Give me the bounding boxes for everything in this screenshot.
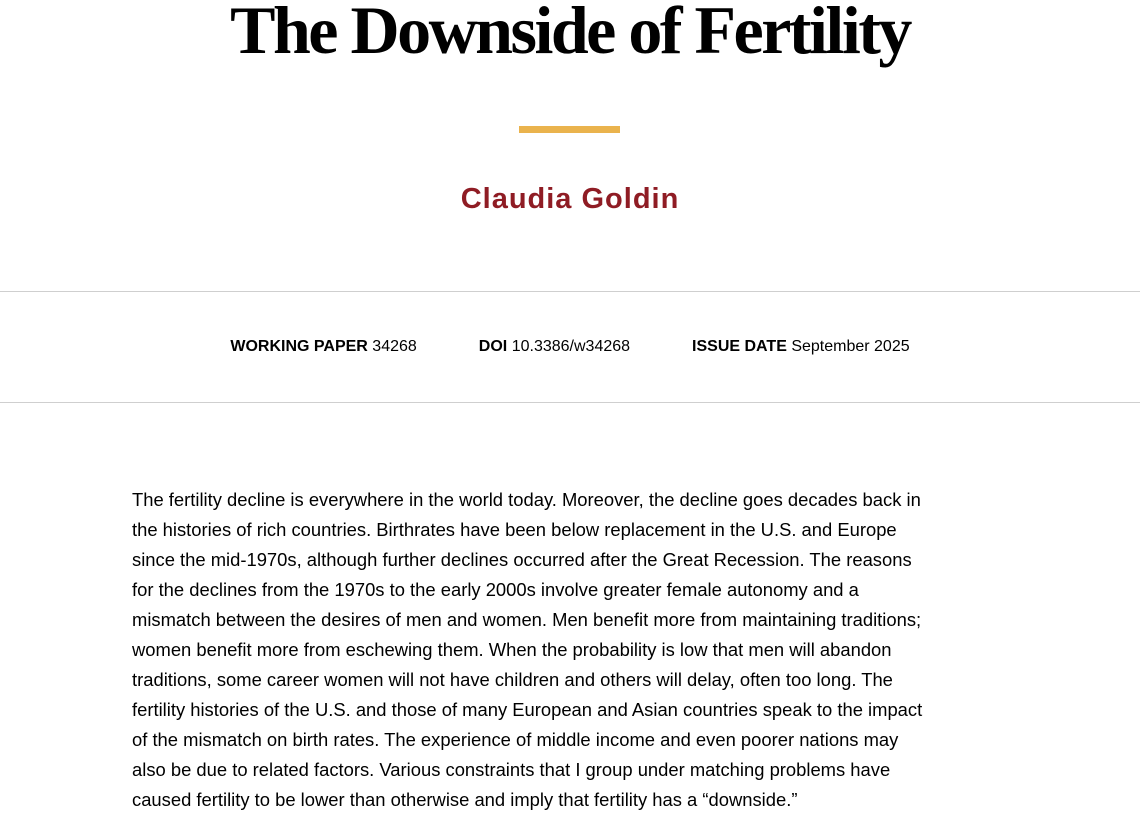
abstract-line: since the mid-1970s, although further declines occurred after the Great Recession. The reasons — [132, 549, 912, 570]
page-title: The Downside of Fertility — [230, 0, 910, 68]
abstract-line: traditions, some career women will not have children and others will delay, often too long. The — [132, 669, 893, 690]
working-paper — [230, 338, 416, 356]
abstract-line: also be due to related factors. Various constraints that I group under matching problems have — [132, 759, 891, 780]
title-divider — [519, 126, 620, 133]
divider-top — [0, 291, 1140, 292]
abstract-line: fertility histories of the U.S. and those of many European and Asian countries speak to the impact — [132, 699, 923, 720]
author-name[interactable]: Claudia Goldin — [460, 183, 680, 215]
doi-value: 10.3386/w34268 — [511, 338, 631, 355]
abstract — [132, 485, 1012, 815]
abstract-line: the histories of rich countries. Birthrates have been below replacement in the U.S. and Europe — [132, 519, 897, 540]
abstract-line: The fertility decline is everywhere in the world today. Moreover, the decline goes decades back in — [132, 489, 921, 510]
doi — [479, 338, 630, 356]
doi-label: DOI — [478, 338, 508, 355]
abstract-line: women benefit more from eschewing them. When the probability is low that men will abandon — [132, 639, 892, 660]
paper-meta — [0, 338, 1140, 356]
abstract-line: caused fertility to be lower than otherwise and imply that fertility has a “downside.” — [132, 789, 798, 810]
abstract-line: of the mismatch on birth rates. The experience of middle income and even poorer nations may — [132, 729, 899, 750]
abstract-line: mismatch between the desires of men and women. Men benefit more from maintaining traditions; — [132, 609, 922, 630]
abstract-line: for the declines from the 1970s to the early 2000s involve greater female autonomy and a — [132, 579, 859, 600]
divider-bottom — [0, 402, 1140, 403]
issue-date-label: ISSUE DATE — [692, 338, 787, 355]
working-paper-label: WORKING PAPER — [230, 338, 368, 355]
issue-date-value: September 2025 — [791, 338, 910, 355]
issue-date — [692, 338, 910, 356]
working-paper-value: 34268 — [372, 338, 417, 355]
